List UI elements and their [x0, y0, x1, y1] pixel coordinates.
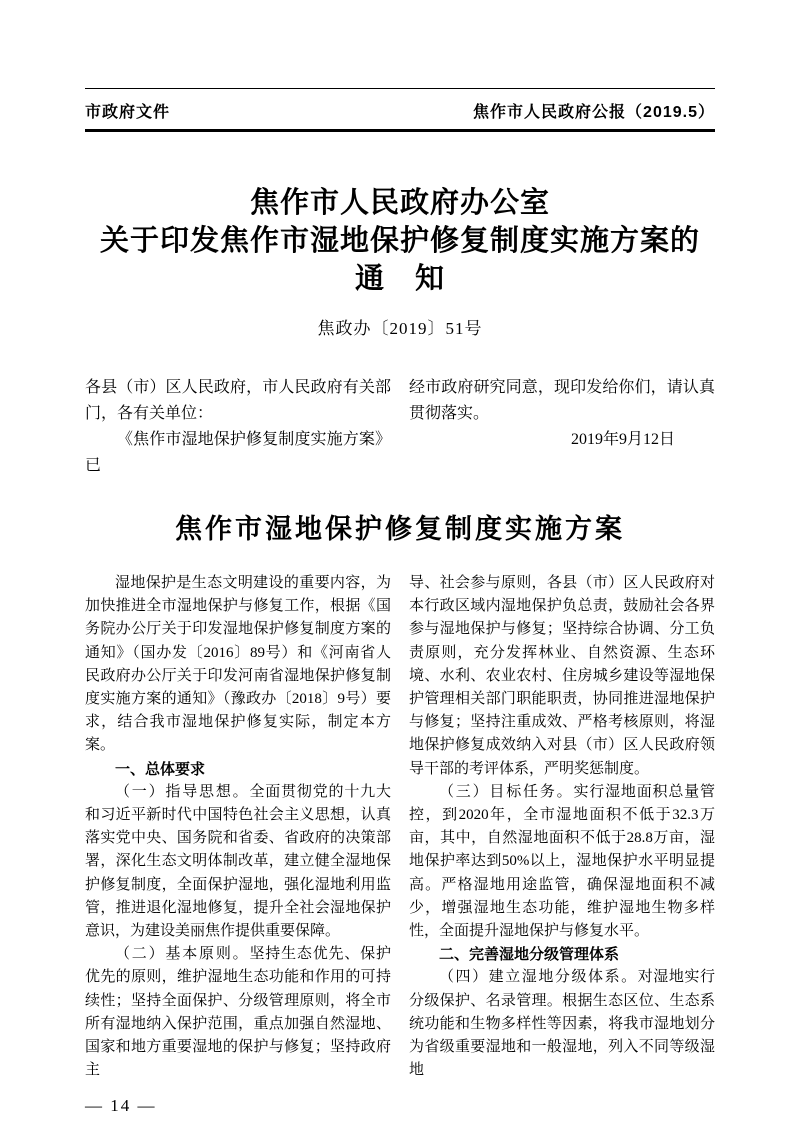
running-header: [85, 88, 715, 132]
paragraph-text: 实行湿地面积总量管控，到2020年，全市湿地面积不低于32.3万亩，其中，自然湿地面积不低于28.8万亩，湿地保护率达到50%以上，湿地保护水平明显提高。严格湿地用途监管，确保湿地面积不减少，增强湿地生态功能，维护湿地生物多样性，全面提升湿地保护与修复水平。: [409, 783, 715, 940]
paragraph-lead: （二）基本原则。: [115, 946, 250, 963]
plan-paragraph-guiding-ideology: [85, 781, 391, 943]
plan-left-column: [85, 572, 391, 1082]
salutation: 各县（市）区人民政府，市人民政府有关部门，各有关单位：: [85, 379, 391, 422]
plan-paragraph-grading-system: [409, 966, 715, 1082]
paragraph-text: 全面贯彻党的十九大和习近平新时代中国特色社会主义思想，认真落实党中央、国务院和省委、省政府的决策部署，深化生态文明体制改革，建立健全湿地保护修复制度，全面保护湿地，强化湿地利用监管，推进退化湿地修复，提升全社会湿地保护意识，为建设美丽焦作提供重要保障。: [85, 783, 391, 940]
document-title-line2: 关于印发焦作市湿地保护修复制度实施方案的: [99, 225, 700, 257]
section-heading-1: 一、总体要求: [115, 760, 206, 778]
paragraph-lead: （四）建立湿地分级体系。: [439, 969, 638, 986]
page-number: — 14 —: [85, 1096, 157, 1116]
plan-paragraph-target-tasks: [409, 781, 715, 943]
notice-body: [85, 375, 715, 479]
document-title-line3: 通 知: [354, 263, 445, 295]
issue-date: 2019年9月12日: [570, 431, 675, 448]
paragraph-lead: （三）目标任务。: [439, 783, 574, 800]
notice-paragraph: 《焦作市湿地保护修复制度实施方案》已: [85, 431, 391, 474]
plan-body: [85, 572, 715, 1082]
plan-right-column: [409, 572, 715, 1082]
paragraph-text: 对湿地实行分级保护、名录管理。根据生态区位、生态系统功能和生物多样性等因素，将我市湿地划分为省级重要湿地和一般湿地，列入不同等级湿地: [409, 969, 715, 1079]
header-gazette-title: 焦作市人民政府公报（2019.5）: [473, 104, 715, 121]
plan-paragraph-basic-principles: [85, 943, 391, 1082]
section-heading-2: 二、完善湿地分级管理体系: [439, 946, 620, 964]
plan-paragraph-continued: 导、社会参与原则，各县（市）区人民政府对本行政区域内湿地保护负总责，鼓励社会各界参与湿地保护与修复；坚持综合协调、分工负责原则，充分发挥林业、自然资源、生态环境、水利、农业农村、住房城乡建设等湿地保护管理相关部门职能职责，协同推进湿地保护与修复；坚持注重成效、严格考核原则，将湿地保护修复成效纳入对县（市）区人民政府领导干部的考评体系，严明奖惩制度。: [409, 575, 715, 777]
header-doc-category: 市政府文件: [85, 104, 171, 121]
notice-left-column: [85, 375, 391, 479]
notice-right-column: [409, 375, 715, 479]
plan-title: 焦作市湿地保护修复制度实施方案: [175, 514, 625, 544]
document-title-line1: 焦作市人民政府办公室: [249, 187, 550, 219]
plan-intro-paragraph: 湿地保护是生态文明建设的重要内容，为加快推进全市湿地保护与修复工作，根据《国务院办公厅关于印发湿地保护修复制度方案的通知》（国办发〔2016〕89号）和《河南省人民政府办公厅关于印发河南省湿地保护修复制度实施方案的通知》（豫政办〔2018〕9号）要求，结合我市湿地保护修复实际，制定本方案。: [85, 575, 391, 754]
notice-paragraph-continued: 经市政府研究同意，现印发给你们，请认真贯彻落实。: [409, 379, 715, 422]
paragraph-text: 坚持生态优先、保护优先的原则，维护湿地生态功能和作用的可持续性；坚持全面保护、分级管理原则，将全市所有湿地纳入保护范围，重点加强自然湿地、国家和地方重要湿地的保护与修复；坚持政府主: [85, 946, 391, 1079]
document-title: [85, 184, 715, 298]
paragraph-lead: （一）指导思想。: [115, 783, 250, 800]
document-number: 焦政办〔2019〕51号: [317, 319, 483, 338]
